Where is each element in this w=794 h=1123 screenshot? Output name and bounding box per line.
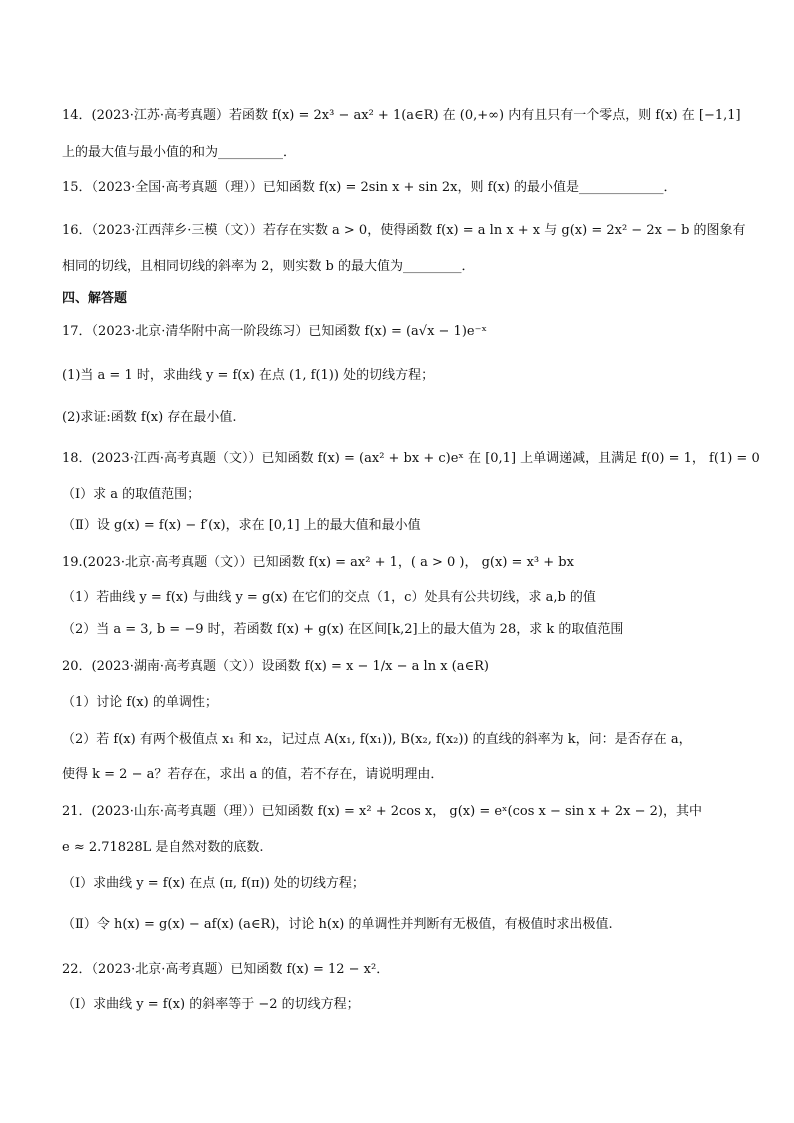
problem-18-part-1: （Ⅰ）求 a 的取值范围； (62, 487, 201, 502)
problem-16-line-1: 16．（2023·江西萍乡·三模（文））若存在实数 a > 0，使得函数 f(x) = a ln x + x 与 g(x) = 2x² − 2x − b 的图象有 (62, 223, 746, 238)
problem-18-part-2: （Ⅱ）设 g(x) = f(x) − f′(x)，求在 [0,1] 上的最大值和最小值 (62, 518, 421, 533)
problem-21-part-2: （Ⅱ）令 h(x) = g(x) − af(x) (a∈R)，讨论 h(x) 的单调性并判断有无极值，有极值时求出极值. (62, 917, 613, 932)
problem-18: 18．(2023·江西·高考真题（文））已知函数 f(x) = (ax² + bx + c)eˣ 在 [0,1] 上单调递减，且满足 f(0) = 1， f(1) = 0 (62, 451, 760, 466)
problem-17-part-2: (2)求证:函数 f(x) 存在最小值. (62, 410, 237, 425)
problem-20-part-1: （1）讨论 f(x) 的单调性； (62, 695, 218, 710)
problem-20: 20．(2023·湖南·高考真题（文））设函数 f(x) = x − 1/x − a ln x (a∈R) (62, 659, 489, 674)
problem-21-line-1: 21．(2023·山东·高考真题（理））已知函数 f(x) = x² + 2cos x， g(x) = eˣ(cos x − sin x + 2x − 2)，其中 (62, 804, 702, 819)
problem-20-part-2-line-2: 使得 k = 2 − a？若存在，求出 a 的值，若不存在，请说明理由． (62, 767, 444, 782)
problem-22-part-1: （Ⅰ）求曲线 y = f(x) 的斜率等于 −2 的切线方程； (62, 997, 360, 1012)
problem-16-line-2: 相同的切线，且相同切线的斜率为 2，则实数 b 的最大值为_________． (62, 259, 475, 274)
problem-14-line-1: 14．(2023·江苏·高考真题）若函数 f(x) = 2x³ − ax² + 1(a∈R) 在 (0,+∞) 内有且只有一个零点，则 f(x) 在 [−1,1] (62, 108, 741, 123)
problem-14-line-2: 上的最大值与最小值的和为__________． (62, 145, 297, 160)
problem-19-part-2: （2）当 a = 3, b = −9 时，若函数 f(x) + g(x) 在区间[k,2]上的最大值为 28，求 k 的取值范围 (62, 622, 624, 637)
problem-19-part-1: （1）若曲线 y = f(x) 与曲线 y = g(x) 在它们的交点（1，c）处具有公共切线，求 a,b 的值 (62, 590, 596, 605)
problem-21-part-1: （Ⅰ）求曲线 y = f(x) 在点 (π, f(π)) 处的切线方程； (62, 876, 365, 891)
problem-20-part-2-line-1: （2）若 f(x) 有两个极值点 x₁ 和 x₂，记过点 A(x₁, f(x₁)), B(x₂, f(x₂)) 的直线的斜率为 k，问：是否存在 a， (62, 732, 692, 747)
problem-19: 19.(2023·北京·高考真题（文））已知函数 f(x) = ax² + 1，( a > 0 )， g(x) = x³ + bx (62, 555, 574, 570)
problem-21-line-2: e ≈ 2.71828L 是自然对数的底数. (62, 840, 264, 855)
problem-15: 15．（2023·全国·高考真题（理））已知函数 f(x) = 2sin x + sin 2x，则 f(x) 的最小值是_____________． (62, 180, 677, 195)
section-heading: 四、解答题 (62, 291, 128, 306)
problem-22: 22．（2023·北京·高考真题）已知函数 f(x) = 12 − x²． (62, 962, 390, 977)
problem-17-part-1: (1)当 a = 1 时，求曲线 y = f(x) 在点 (1, f(1)) 处的切线方程； (62, 368, 435, 383)
problem-17: 17．（2023·北京·清华附中高一阶段练习）已知函数 f(x) = (a√x − 1)e⁻ˣ (62, 324, 487, 339)
